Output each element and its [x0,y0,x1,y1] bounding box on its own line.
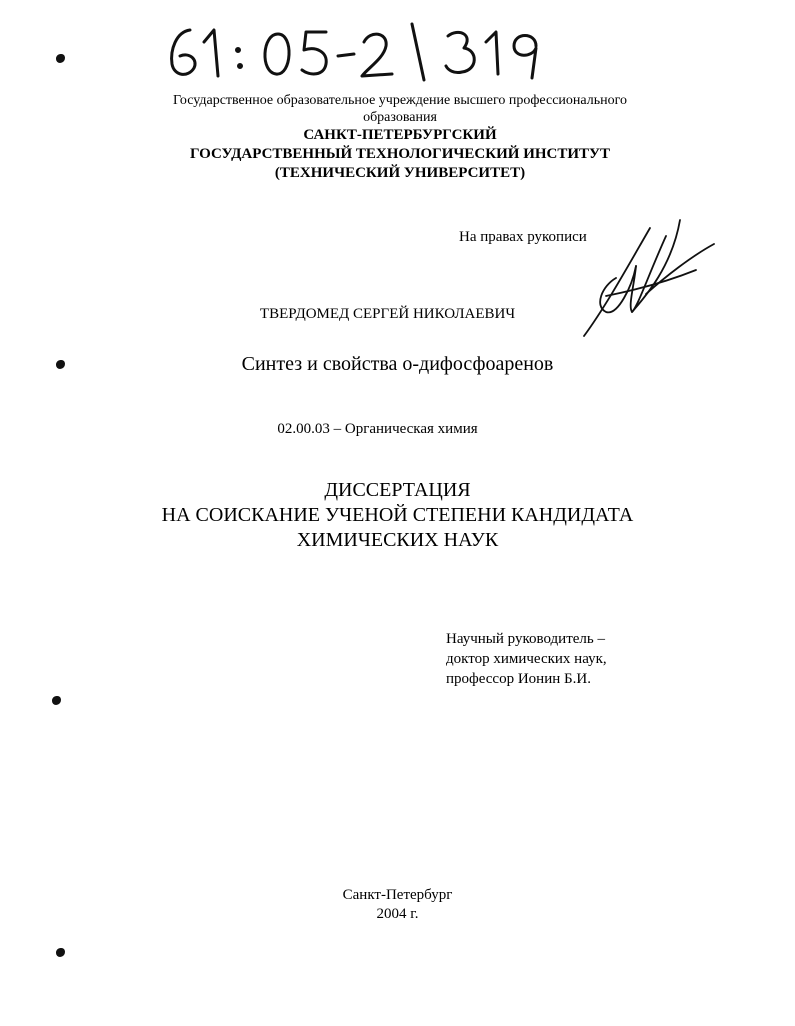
rights-note: На правах рукописи [459,229,587,245]
degree-line3: ХИМИЧЕСКИХ НАУК [296,529,499,551]
imprint [0,886,795,924]
dissertation-title: Синтез и свойства о-дифосфоаренов [241,353,554,375]
imprint-city: Санкт-Петербург [342,887,453,903]
institution-name2: ГОСУДАРСТВЕННЫЙ ТЕХНОЛОГИЧЕСКИЙ ИНСТИТУТ [189,146,611,162]
degree-statement [0,478,795,553]
advisor-line1: Научный руководитель – [446,631,605,647]
author-name: ТВЕРДОМЕД СЕРГЕЙ НИКОЛАЕВИЧ [259,306,516,322]
scientific-advisor [446,629,607,689]
advisor-line2: доктор химических наук, [446,651,607,667]
institution-line2: образования [363,110,437,125]
institution-name1: САНКТ-ПЕТЕРБУРГСКИЙ [303,127,497,143]
binder-hole-mark [52,696,61,705]
institution-line1: Государственное образовательное учреждение высшего профессионального [173,93,627,108]
handwritten-archive-number [160,20,580,82]
degree-line2: НА СОИСКАНИЕ УЧЕНОЙ СТЕПЕНИ КАНДИДАТА [161,504,634,526]
binder-hole-mark [56,948,65,957]
binder-hole-mark [56,54,65,63]
imprint-year: 2004 г. [376,906,419,922]
degree-line1: ДИССЕРТАЦИЯ [324,479,471,501]
specialty-code: 02.00.03 – Органическая химия [277,421,478,437]
advisor-line3: профессор Ионин Б.И. [446,671,591,687]
institution-name3: (ТЕХНИЧЕСКИЙ УНИВЕРСИТЕТ) [274,165,526,181]
institution-header [60,92,740,183]
